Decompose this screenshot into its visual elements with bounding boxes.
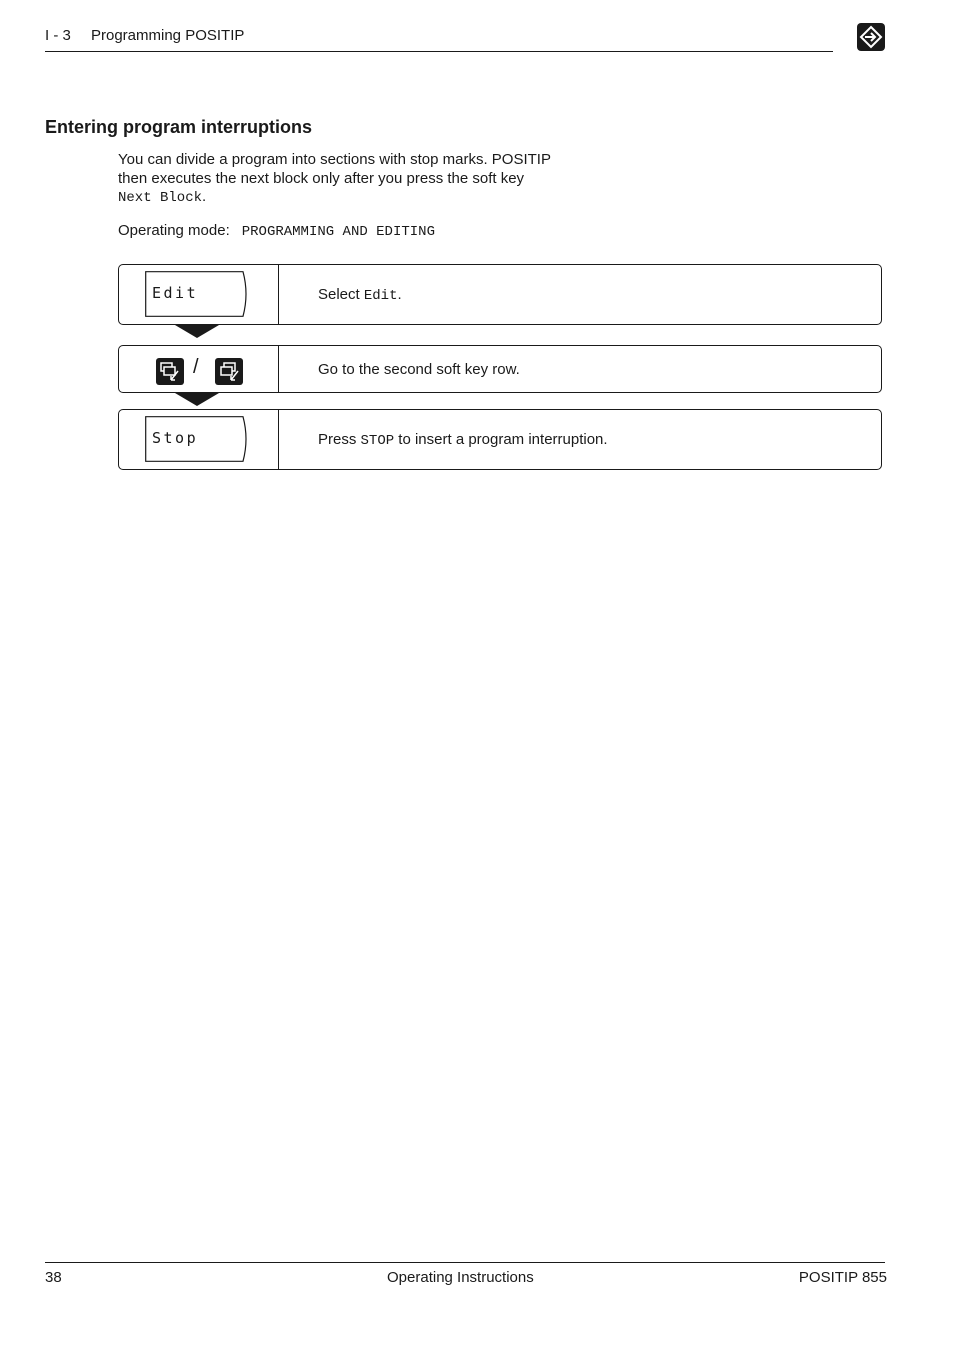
edit-softkey[interactable]	[145, 271, 249, 317]
step-arrow-down	[175, 325, 219, 338]
section-number: I - 3	[45, 27, 71, 44]
intro-paragraph	[118, 151, 638, 208]
step-2-description: Go to the second soft key row.	[318, 361, 520, 378]
page-number: 38	[45, 1269, 62, 1286]
softkey-reference: Next Block	[118, 190, 203, 206]
step-3-code: STOP	[360, 433, 395, 449]
section-title: Programming POSITIP	[91, 27, 245, 44]
step-1-text-after: .	[397, 286, 402, 303]
page-header	[45, 26, 833, 52]
page-heading: Entering program interruptions	[45, 117, 313, 137]
operating-mode-label: Operating mode:	[118, 222, 230, 239]
step-3-text-after: to insert a program interruption.	[394, 431, 608, 448]
step-1-description	[318, 286, 402, 304]
operating-mode-value: PROGRAMMING AND EDITING	[241, 224, 435, 240]
step-1-code: Edit	[363, 288, 398, 304]
intro-line-1: You can divide a program into sections with stop marks. POSITIP	[118, 151, 551, 168]
footer-document-title: Operating Instructions	[387, 1269, 534, 1286]
intro-end-punct: .	[202, 188, 207, 205]
step-2	[118, 345, 882, 393]
programming-mode-icon	[857, 23, 885, 51]
stop-softkey[interactable]	[145, 416, 249, 462]
step-3-description	[318, 431, 608, 449]
key-separator: /	[193, 356, 199, 378]
intro-line-2: then executes the next block only after you press the soft key	[118, 169, 525, 187]
footer-product-name: POSITIP 855	[798, 1269, 887, 1286]
page-footer	[45, 1262, 885, 1293]
step-3	[118, 409, 882, 470]
step-1-key-cell	[119, 265, 279, 324]
softkey-row-shift-icon[interactable]	[215, 358, 243, 385]
step-3-key-cell	[119, 410, 279, 469]
step-arrow-down	[175, 393, 219, 406]
step-1	[118, 264, 882, 325]
edit-softkey-label: Edit	[152, 284, 199, 302]
step-3-text-before: Press	[318, 431, 361, 448]
softkey-row-shift-icon[interactable]	[156, 358, 184, 385]
operating-mode	[118, 222, 435, 240]
stop-softkey-label: Stop	[152, 429, 199, 447]
step-2-key-cell	[119, 346, 279, 392]
step-1-text-before: Select	[318, 286, 364, 303]
